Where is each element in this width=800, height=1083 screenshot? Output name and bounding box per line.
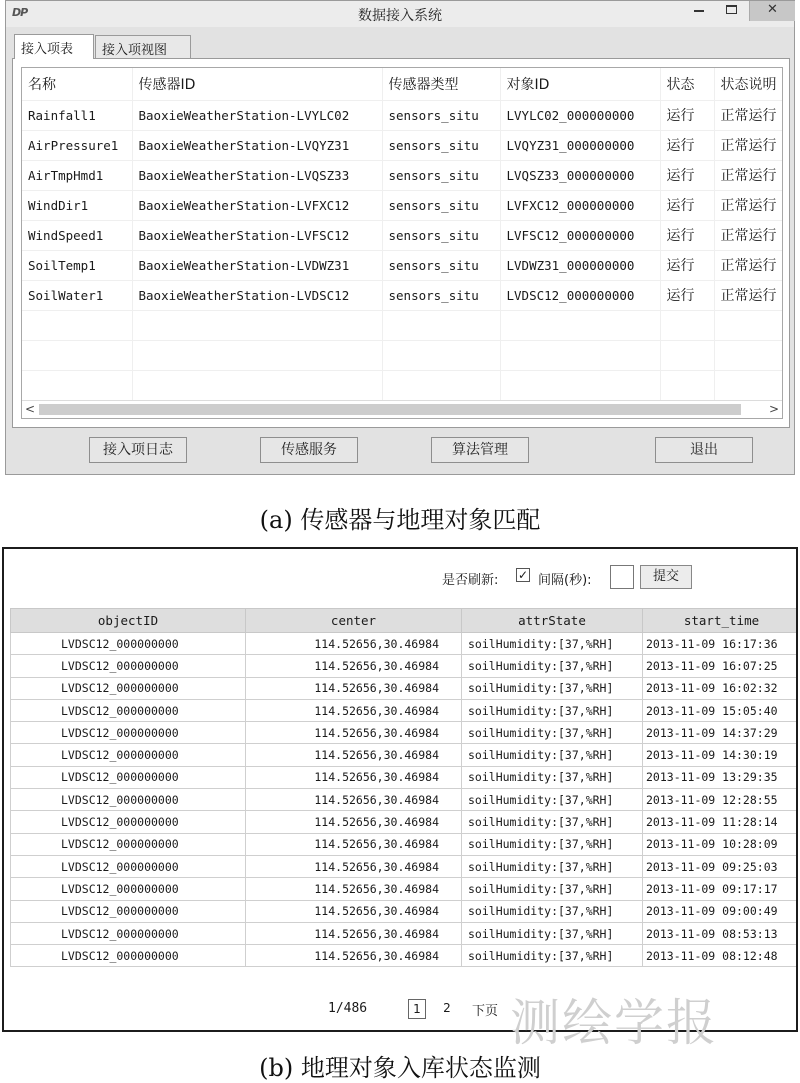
column-header-sensor-id[interactable]: 传感器ID xyxy=(132,68,382,100)
empty-row xyxy=(22,340,783,370)
data-access-window xyxy=(5,0,795,475)
empty-cell xyxy=(382,310,500,340)
empty-cell xyxy=(382,340,500,370)
cell-status-description: 正常运行 xyxy=(714,190,783,220)
cell-object-id: LVDSC12_000000000 xyxy=(500,280,660,310)
cell-status-description: 正常运行 xyxy=(714,130,783,160)
cell-attrstate: soilHumidity:[37,%RH] xyxy=(462,766,643,788)
close-button[interactable] xyxy=(749,1,795,21)
cell-center: 114.52656,30.46984 xyxy=(246,722,462,744)
cell-start-time: 2013-11-09 15:05:40 xyxy=(643,699,799,721)
empty-cell xyxy=(714,340,783,370)
cell-status-description: 正常运行 xyxy=(714,250,783,280)
cell-attrstate: soilHumidity:[37,%RH] xyxy=(462,633,643,655)
cell-objectid: LVDSC12_000000000 xyxy=(11,833,246,855)
empty-cell xyxy=(660,310,714,340)
maximize-icon xyxy=(726,5,737,14)
cell-start-time: 2013-11-09 14:30:19 xyxy=(643,744,799,766)
cell-sensor-id: BaoxieWeatherStation-LVFXC12 xyxy=(132,190,382,220)
table-row xyxy=(11,655,799,677)
cell-attrstate: soilHumidity:[37,%RH] xyxy=(462,655,643,677)
cell-sensor-type: sensors_situ xyxy=(382,220,500,250)
empty-cell xyxy=(500,310,660,340)
cell-objectid: LVDSC12_000000000 xyxy=(11,766,246,788)
cell-center: 114.52656,30.46984 xyxy=(246,789,462,811)
horizontal-scrollbar[interactable] xyxy=(22,400,782,418)
submit-button[interactable]: 提交 xyxy=(640,565,692,589)
table-row xyxy=(11,766,799,788)
monitor-table xyxy=(10,608,798,967)
cell-attrstate: soilHumidity:[37,%RH] xyxy=(462,945,643,967)
cell-center: 114.52656,30.46984 xyxy=(246,900,462,922)
cell-objectid: LVDSC12_000000000 xyxy=(11,633,246,655)
exit-button[interactable]: 退出 xyxy=(655,437,753,463)
cell-center: 114.52656,30.46984 xyxy=(246,699,462,721)
journal-watermark: 测绘学报 xyxy=(510,994,718,1052)
cell-center: 114.52656,30.46984 xyxy=(246,633,462,655)
sensor-table-header xyxy=(22,68,783,100)
cell-sensor-type: sensors_situ xyxy=(382,100,500,130)
cell-start-time: 2013-11-09 12:28:55 xyxy=(643,789,799,811)
cell-center: 114.52656,30.46984 xyxy=(246,677,462,699)
cell-center: 114.52656,30.46984 xyxy=(246,922,462,944)
table-row xyxy=(11,633,799,655)
empty-cell xyxy=(22,370,132,400)
cell-name: Rainfall1 xyxy=(22,100,132,130)
empty-cell xyxy=(660,370,714,400)
cell-center: 114.52656,30.46984 xyxy=(246,833,462,855)
minimize-icon xyxy=(694,10,704,12)
tab-access-items-view[interactable]: 接入项视图 xyxy=(95,35,191,59)
cell-center: 114.52656,30.46984 xyxy=(246,811,462,833)
cell-sensor-type: sensors_situ xyxy=(382,130,500,160)
algorithm-management-button[interactable]: 算法管理 xyxy=(431,437,529,463)
table-row xyxy=(11,722,799,744)
figure-caption-b: (b) 地理对象入库状态监测 xyxy=(259,1054,541,1082)
column-header-status[interactable]: 状态 xyxy=(660,68,714,100)
cell-objectid: LVDSC12_000000000 xyxy=(11,855,246,877)
page-1-link[interactable]: 1 xyxy=(408,999,426,1019)
empty-cell xyxy=(714,310,783,340)
cell-objectid: LVDSC12_000000000 xyxy=(11,789,246,811)
empty-cell xyxy=(660,340,714,370)
cell-sensor-id: BaoxieWeatherStation-LVDWZ31 xyxy=(132,250,382,280)
cell-status: 运行 xyxy=(660,130,714,160)
column-header-object-id[interactable]: 对象ID xyxy=(500,68,660,100)
cell-sensor-id: BaoxieWeatherStation-LVFSC12 xyxy=(132,220,382,250)
cell-sensor-type: sensors_situ xyxy=(382,280,500,310)
table-row[interactable] xyxy=(22,250,783,280)
table-row xyxy=(11,900,799,922)
cell-start-time: 2013-11-09 14:37:29 xyxy=(643,722,799,744)
cell-object-id: LVDWZ31_000000000 xyxy=(500,250,660,280)
cell-sensor-type: sensors_situ xyxy=(382,190,500,220)
monitor-table-body xyxy=(11,633,799,967)
column-header-objectid[interactable]: objectID xyxy=(11,609,246,633)
column-header-status-description[interactable]: 状态说明 xyxy=(714,68,783,100)
column-header-attrstate[interactable]: attrState xyxy=(462,609,643,633)
empty-cell xyxy=(382,370,500,400)
cell-center: 114.52656,30.46984 xyxy=(246,945,462,967)
close-icon: ✕ xyxy=(767,2,778,17)
cell-center: 114.52656,30.46984 xyxy=(246,655,462,677)
cell-status-description: 正常运行 xyxy=(714,160,783,190)
cell-status: 运行 xyxy=(660,220,714,250)
empty-cell xyxy=(500,370,660,400)
cell-name: WindDir1 xyxy=(22,190,132,220)
cell-objectid: LVDSC12_000000000 xyxy=(11,900,246,922)
maximize-button[interactable] xyxy=(716,1,746,21)
table-row xyxy=(11,744,799,766)
table-row xyxy=(11,699,799,721)
cell-attrstate: soilHumidity:[37,%RH] xyxy=(462,900,643,922)
cell-attrstate: soilHumidity:[37,%RH] xyxy=(462,744,643,766)
title-bar[interactable] xyxy=(6,1,794,27)
cell-name: AirTmpHmd1 xyxy=(22,160,132,190)
cell-center: 114.52656,30.46984 xyxy=(246,878,462,900)
cell-objectid: LVDSC12_000000000 xyxy=(11,811,246,833)
cell-status: 运行 xyxy=(660,160,714,190)
cell-attrstate: soilHumidity:[37,%RH] xyxy=(462,855,643,877)
table-row xyxy=(11,833,799,855)
sensor-table-body xyxy=(22,100,783,400)
next-page-link[interactable]: 下页 xyxy=(472,1004,499,1019)
cell-objectid: LVDSC12_000000000 xyxy=(11,699,246,721)
cell-attrstate: soilHumidity:[37,%RH] xyxy=(462,699,643,721)
cell-sensor-id: BaoxieWeatherStation-LVQYZ31 xyxy=(132,130,382,160)
empty-cell xyxy=(132,370,382,400)
cell-sensor-id: BaoxieWeatherStation-LVDSC12 xyxy=(132,280,382,310)
cell-attrstate: soilHumidity:[37,%RH] xyxy=(462,833,643,855)
table-row[interactable] xyxy=(22,130,783,160)
cell-status-description: 正常运行 xyxy=(714,280,783,310)
page-2-link[interactable]: 2 xyxy=(443,1001,451,1015)
empty-cell xyxy=(500,340,660,370)
tab-access-items-table[interactable]: 接入项表 xyxy=(14,34,94,59)
cell-sensor-type: sensors_situ xyxy=(382,160,500,190)
column-header-start-time[interactable]: start_time xyxy=(643,609,799,633)
cell-object-id: LVQYZ31_000000000 xyxy=(500,130,660,160)
storage-monitor-page xyxy=(2,547,798,1032)
column-header-center[interactable]: center xyxy=(246,609,462,633)
figure-caption-a: (a) 传感器与地理对象匹配 xyxy=(259,506,541,534)
table-row xyxy=(11,922,799,944)
cell-object-id: LVFXC12_000000000 xyxy=(500,190,660,220)
empty-cell xyxy=(132,310,382,340)
scroll-left-icon[interactable]: < xyxy=(24,402,36,416)
cell-status-description: 正常运行 xyxy=(714,100,783,130)
table-row xyxy=(11,945,799,967)
tab-panel xyxy=(12,58,790,428)
table-row xyxy=(11,811,799,833)
cell-attrstate: soilHumidity:[37,%RH] xyxy=(462,677,643,699)
empty-cell xyxy=(132,340,382,370)
cell-name: AirPressure1 xyxy=(22,130,132,160)
cell-center: 114.52656,30.46984 xyxy=(246,855,462,877)
scrollbar-thumb[interactable] xyxy=(39,404,741,415)
cell-objectid: LVDSC12_000000000 xyxy=(11,922,246,944)
interval-input[interactable] xyxy=(610,565,634,589)
monitor-table-header xyxy=(11,609,799,633)
table-row xyxy=(11,677,799,699)
column-header-name[interactable]: 名称 xyxy=(22,68,132,100)
app-logo-icon: DP xyxy=(12,6,28,19)
table-row xyxy=(11,878,799,900)
cell-start-time: 2013-11-09 09:17:17 xyxy=(643,878,799,900)
scroll-right-icon[interactable]: > xyxy=(768,402,780,416)
sensor-table xyxy=(22,68,783,401)
cell-name: WindSpeed1 xyxy=(22,220,132,250)
cell-attrstate: soilHumidity:[37,%RH] xyxy=(462,789,643,811)
empty-cell xyxy=(22,340,132,370)
empty-cell xyxy=(22,310,132,340)
monitor-table-wrapper xyxy=(10,608,798,967)
page-count: 1/486 xyxy=(328,1001,368,1016)
cell-attrstate: soilHumidity:[37,%RH] xyxy=(462,922,643,944)
cell-start-time: 2013-11-09 16:02:32 xyxy=(643,677,799,699)
cell-start-time: 2013-11-09 08:12:48 xyxy=(643,945,799,967)
minimize-button[interactable] xyxy=(684,1,714,21)
empty-row xyxy=(22,370,783,400)
cell-status: 运行 xyxy=(660,190,714,220)
cell-sensor-type: sensors_situ xyxy=(382,250,500,280)
sensor-service-button[interactable]: 传感服务 xyxy=(260,437,358,463)
cell-start-time: 2013-11-09 16:17:36 xyxy=(643,633,799,655)
cell-attrstate: soilHumidity:[37,%RH] xyxy=(462,811,643,833)
cell-sensor-id: BaoxieWeatherStation-LVQSZ33 xyxy=(132,160,382,190)
cell-object-id: LVQSZ33_000000000 xyxy=(500,160,660,190)
cell-status: 运行 xyxy=(660,100,714,130)
cell-name: SoilTemp1 xyxy=(22,250,132,280)
cell-attrstate: soilHumidity:[37,%RH] xyxy=(462,878,643,900)
cell-object-id: LVYLC02_000000000 xyxy=(500,100,660,130)
access-log-button[interactable]: 接入项日志 xyxy=(89,437,187,463)
cell-status: 运行 xyxy=(660,250,714,280)
cell-status: 运行 xyxy=(660,280,714,310)
column-header-sensor-type[interactable]: 传感器类型 xyxy=(382,68,500,100)
cell-objectid: LVDSC12_000000000 xyxy=(11,744,246,766)
cell-start-time: 2013-11-09 13:29:35 xyxy=(643,766,799,788)
cell-attrstate: soilHumidity:[37,%RH] xyxy=(462,722,643,744)
cell-start-time: 2013-11-09 11:28:14 xyxy=(643,811,799,833)
table-row xyxy=(11,855,799,877)
table-row xyxy=(11,789,799,811)
cell-start-time: 2013-11-09 09:00:49 xyxy=(643,900,799,922)
cell-objectid: LVDSC12_000000000 xyxy=(11,945,246,967)
cell-start-time: 2013-11-09 08:53:13 xyxy=(643,922,799,944)
table-row[interactable] xyxy=(22,190,783,220)
refresh-checkbox[interactable]: ✓ xyxy=(517,568,529,582)
cell-object-id: LVFSC12_000000000 xyxy=(500,220,660,250)
cell-start-time: 2013-11-09 16:07:25 xyxy=(643,655,799,677)
cell-start-time: 2013-11-09 09:25:03 xyxy=(643,855,799,877)
cell-start-time: 2013-11-09 10:28:09 xyxy=(643,833,799,855)
table-row[interactable] xyxy=(22,280,783,310)
empty-cell xyxy=(714,370,783,400)
cell-objectid: LVDSC12_000000000 xyxy=(11,655,246,677)
empty-row xyxy=(22,310,783,340)
table-row[interactable] xyxy=(22,100,783,130)
cell-status-description: 正常运行 xyxy=(714,220,783,250)
cell-sensor-id: BaoxieWeatherStation-LVYLC02 xyxy=(132,100,382,130)
cell-objectid: LVDSC12_000000000 xyxy=(11,722,246,744)
table-row[interactable] xyxy=(22,220,783,250)
cell-name: SoilWater1 xyxy=(22,280,132,310)
window-title: 数据接入系统 xyxy=(358,8,442,24)
cell-center: 114.52656,30.46984 xyxy=(246,744,462,766)
sensor-grid xyxy=(21,67,783,419)
refresh-label: 是否刷新: xyxy=(442,573,499,588)
cell-objectid: LVDSC12_000000000 xyxy=(11,878,246,900)
table-row[interactable] xyxy=(22,160,783,190)
cell-objectid: LVDSC12_000000000 xyxy=(11,677,246,699)
interval-label: 间隔(秒): xyxy=(538,573,592,588)
cell-center: 114.52656,30.46984 xyxy=(246,766,462,788)
